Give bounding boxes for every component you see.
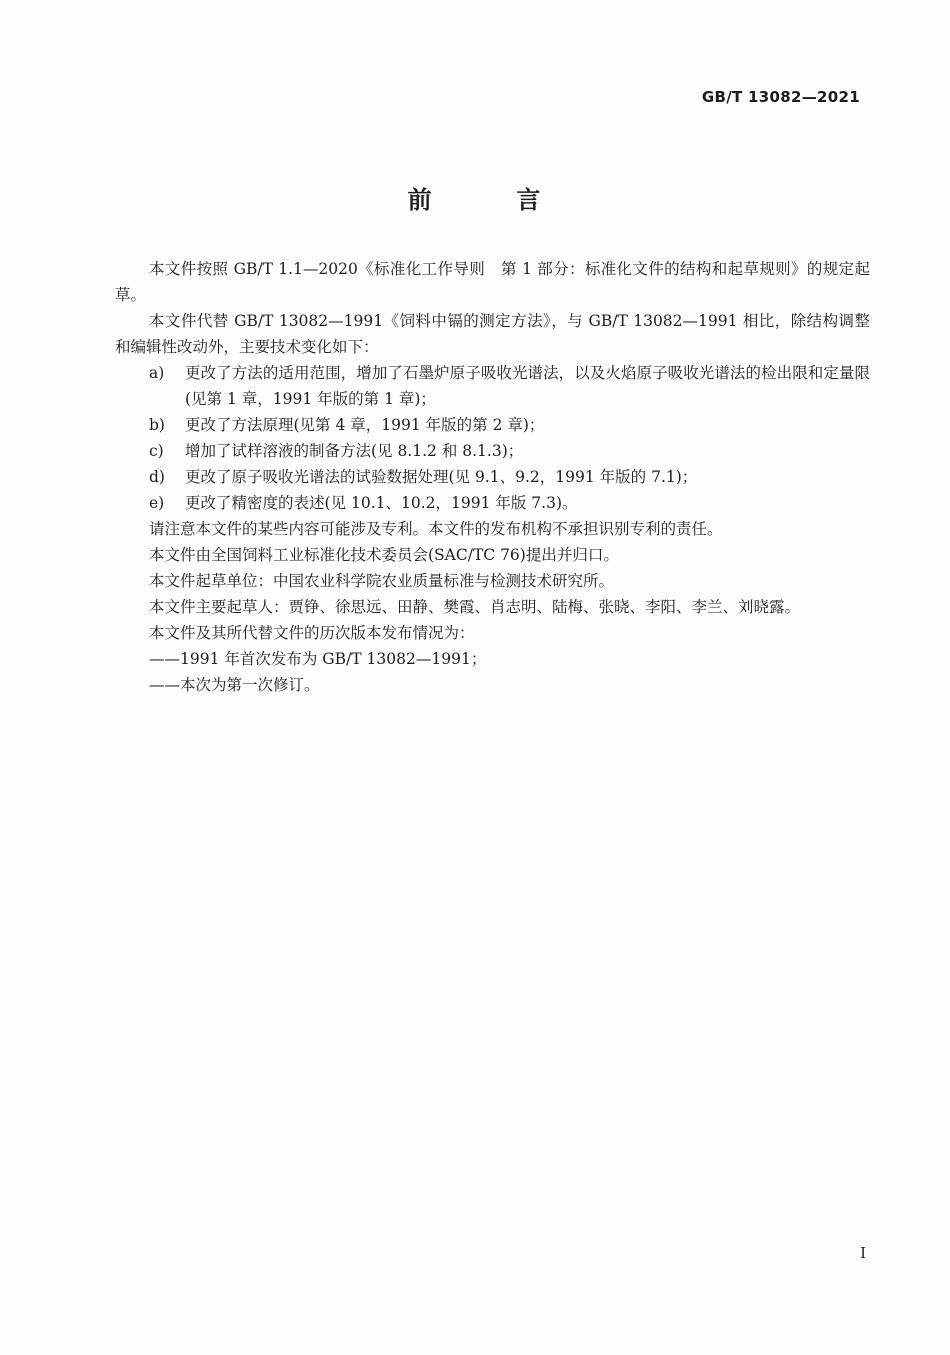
replacement-paragraph: 本文件代替 GB/T 13082—1991《饲料中镉的测定方法》，与 GB/T 13082—1991 相比，除结构调整和编辑性改动外，主要技术变化如下： [115, 312, 870, 356]
page-title: 前 言 [407, 186, 543, 214]
list-item [115, 490, 870, 516]
list-item-text: 更改了方法的适用范围，增加了石墨炉原子吸收光谱法，以及火焰原子吸收光谱法的检出限和定量限(见第 1 章，1991 年版的第 1 章)； [185, 364, 870, 408]
list-marker: d) [149, 468, 165, 486]
list-marker: e) [149, 494, 165, 512]
list-item-text: 更改了方法原理(见第 4 章，1991 年版的第 2 章)； [185, 416, 545, 434]
drafters-statement: 本文件主要起草人：贾铮、徐思远、田静、樊霞、肖志明、陆梅、张晓、李阳、李兰、刘晓露。 [149, 598, 801, 616]
history-intro: 本文件及其所代替文件的历次版本发布情况为： [149, 624, 475, 642]
document-number: GB/T 13082—2021 [701, 88, 860, 106]
list-marker: b) [149, 416, 165, 434]
proposer-statement: 本文件由全国饲料工业标准化技术委员会(SAC/TC 76)提出并归口。 [149, 546, 619, 564]
list-item [115, 438, 870, 464]
history-item: ——1991 年首次发布为 GB/T 13082—1991； [149, 650, 487, 668]
drafting-basis-paragraph: 本文件按照 GB/T 1.1—2020《标准化工作导则 第 1 部分：标准化文件的结构和起草规则》的规定起草。 [115, 260, 870, 304]
drafting-unit-statement: 本文件起草单位：中国农业科学院农业质量标准与检测技术研究所。 [149, 572, 615, 590]
list-item-text: 更改了原子吸收光谱法的试验数据处理(见 9.1、9.2，1991 年版的 7.1)； [185, 468, 698, 486]
page-number: I [860, 1244, 866, 1262]
list-item-text: 更改了精密度的表述(见 10.1、10.2，1991 年版 7.3)。 [185, 494, 578, 512]
list-item-text: 增加了试样溶液的制备方法(见 8.1.2 和 8.1.3)； [185, 442, 524, 460]
list-item [115, 360, 870, 412]
patent-notice: 请注意本文件的某些内容可能涉及专利。本文件的发布机构不承担识别专利的责任。 [149, 520, 723, 538]
foreword-body [115, 256, 870, 698]
list-item [115, 464, 870, 490]
list-item [115, 412, 870, 438]
history-item: ——本次为第一次修订。 [149, 676, 320, 694]
list-marker: a) [149, 364, 165, 382]
list-marker: c) [149, 442, 164, 460]
